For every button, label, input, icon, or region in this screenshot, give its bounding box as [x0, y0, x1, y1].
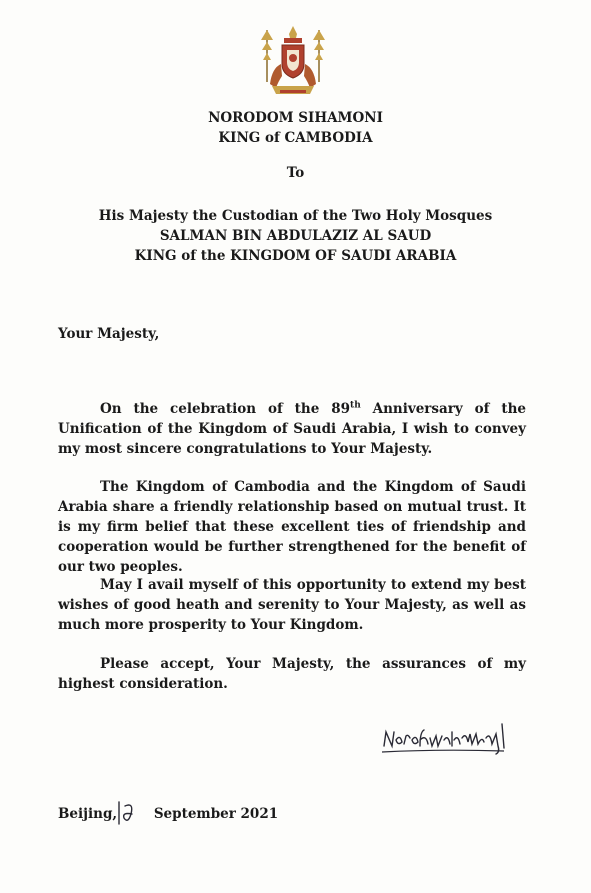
recipient-line-2: SALMAN BIN ABDULAZIZ AL SAUD [159, 228, 432, 244]
date-place: Beijing, [58, 806, 118, 822]
recipient-block [0, 206, 591, 266]
date-line [58, 806, 278, 822]
to-label: To [286, 165, 305, 181]
date-month-year: September 2021 [153, 806, 279, 822]
sender-block [0, 108, 591, 148]
ordinal-suffix: th [350, 400, 361, 411]
signature [380, 718, 530, 758]
recipient-line-1: His Majesty the Custodian of the Two Holy Mosques [98, 208, 493, 224]
paragraph-2: The Kingdom of Cambodia and the Kingdom of Saudi Arabia share a friendly relationship based on mutual trust. It is my firm belief that these excellent ties of friendship and cooperation would be further strengthened for the benefit of our two peoples. [58, 479, 526, 575]
recipient-line-3: KING of the KINGDOM OF SAUDI ARABIA [134, 248, 457, 264]
paragraph-1 [58, 399, 526, 459]
paragraph-1-end: Anniversary of the Unification of the Kingdom of Saudi Arabia, I wish to convey my most sincere congratulations to Your Majesty. [58, 401, 527, 457]
paragraph-4: Please accept, Your Majesty, the assurances of my highest consideration. [58, 656, 526, 692]
handwritten-day [114, 798, 138, 828]
royal-crest-icon [258, 24, 328, 98]
sender-name: NORODOM SIHAMONI [208, 110, 383, 126]
paragraph-3: May I avail myself of this opportunity to extend my best wishes of good heath and serenity to Your Majesty, as well as much more prosperity to Your Kingdom. [58, 577, 526, 633]
sender-title: KING of CAMBODIA [218, 130, 373, 146]
paragraph-1-start: On the celebration of the 89 [100, 401, 351, 417]
salutation: Your Majesty, [58, 326, 160, 342]
